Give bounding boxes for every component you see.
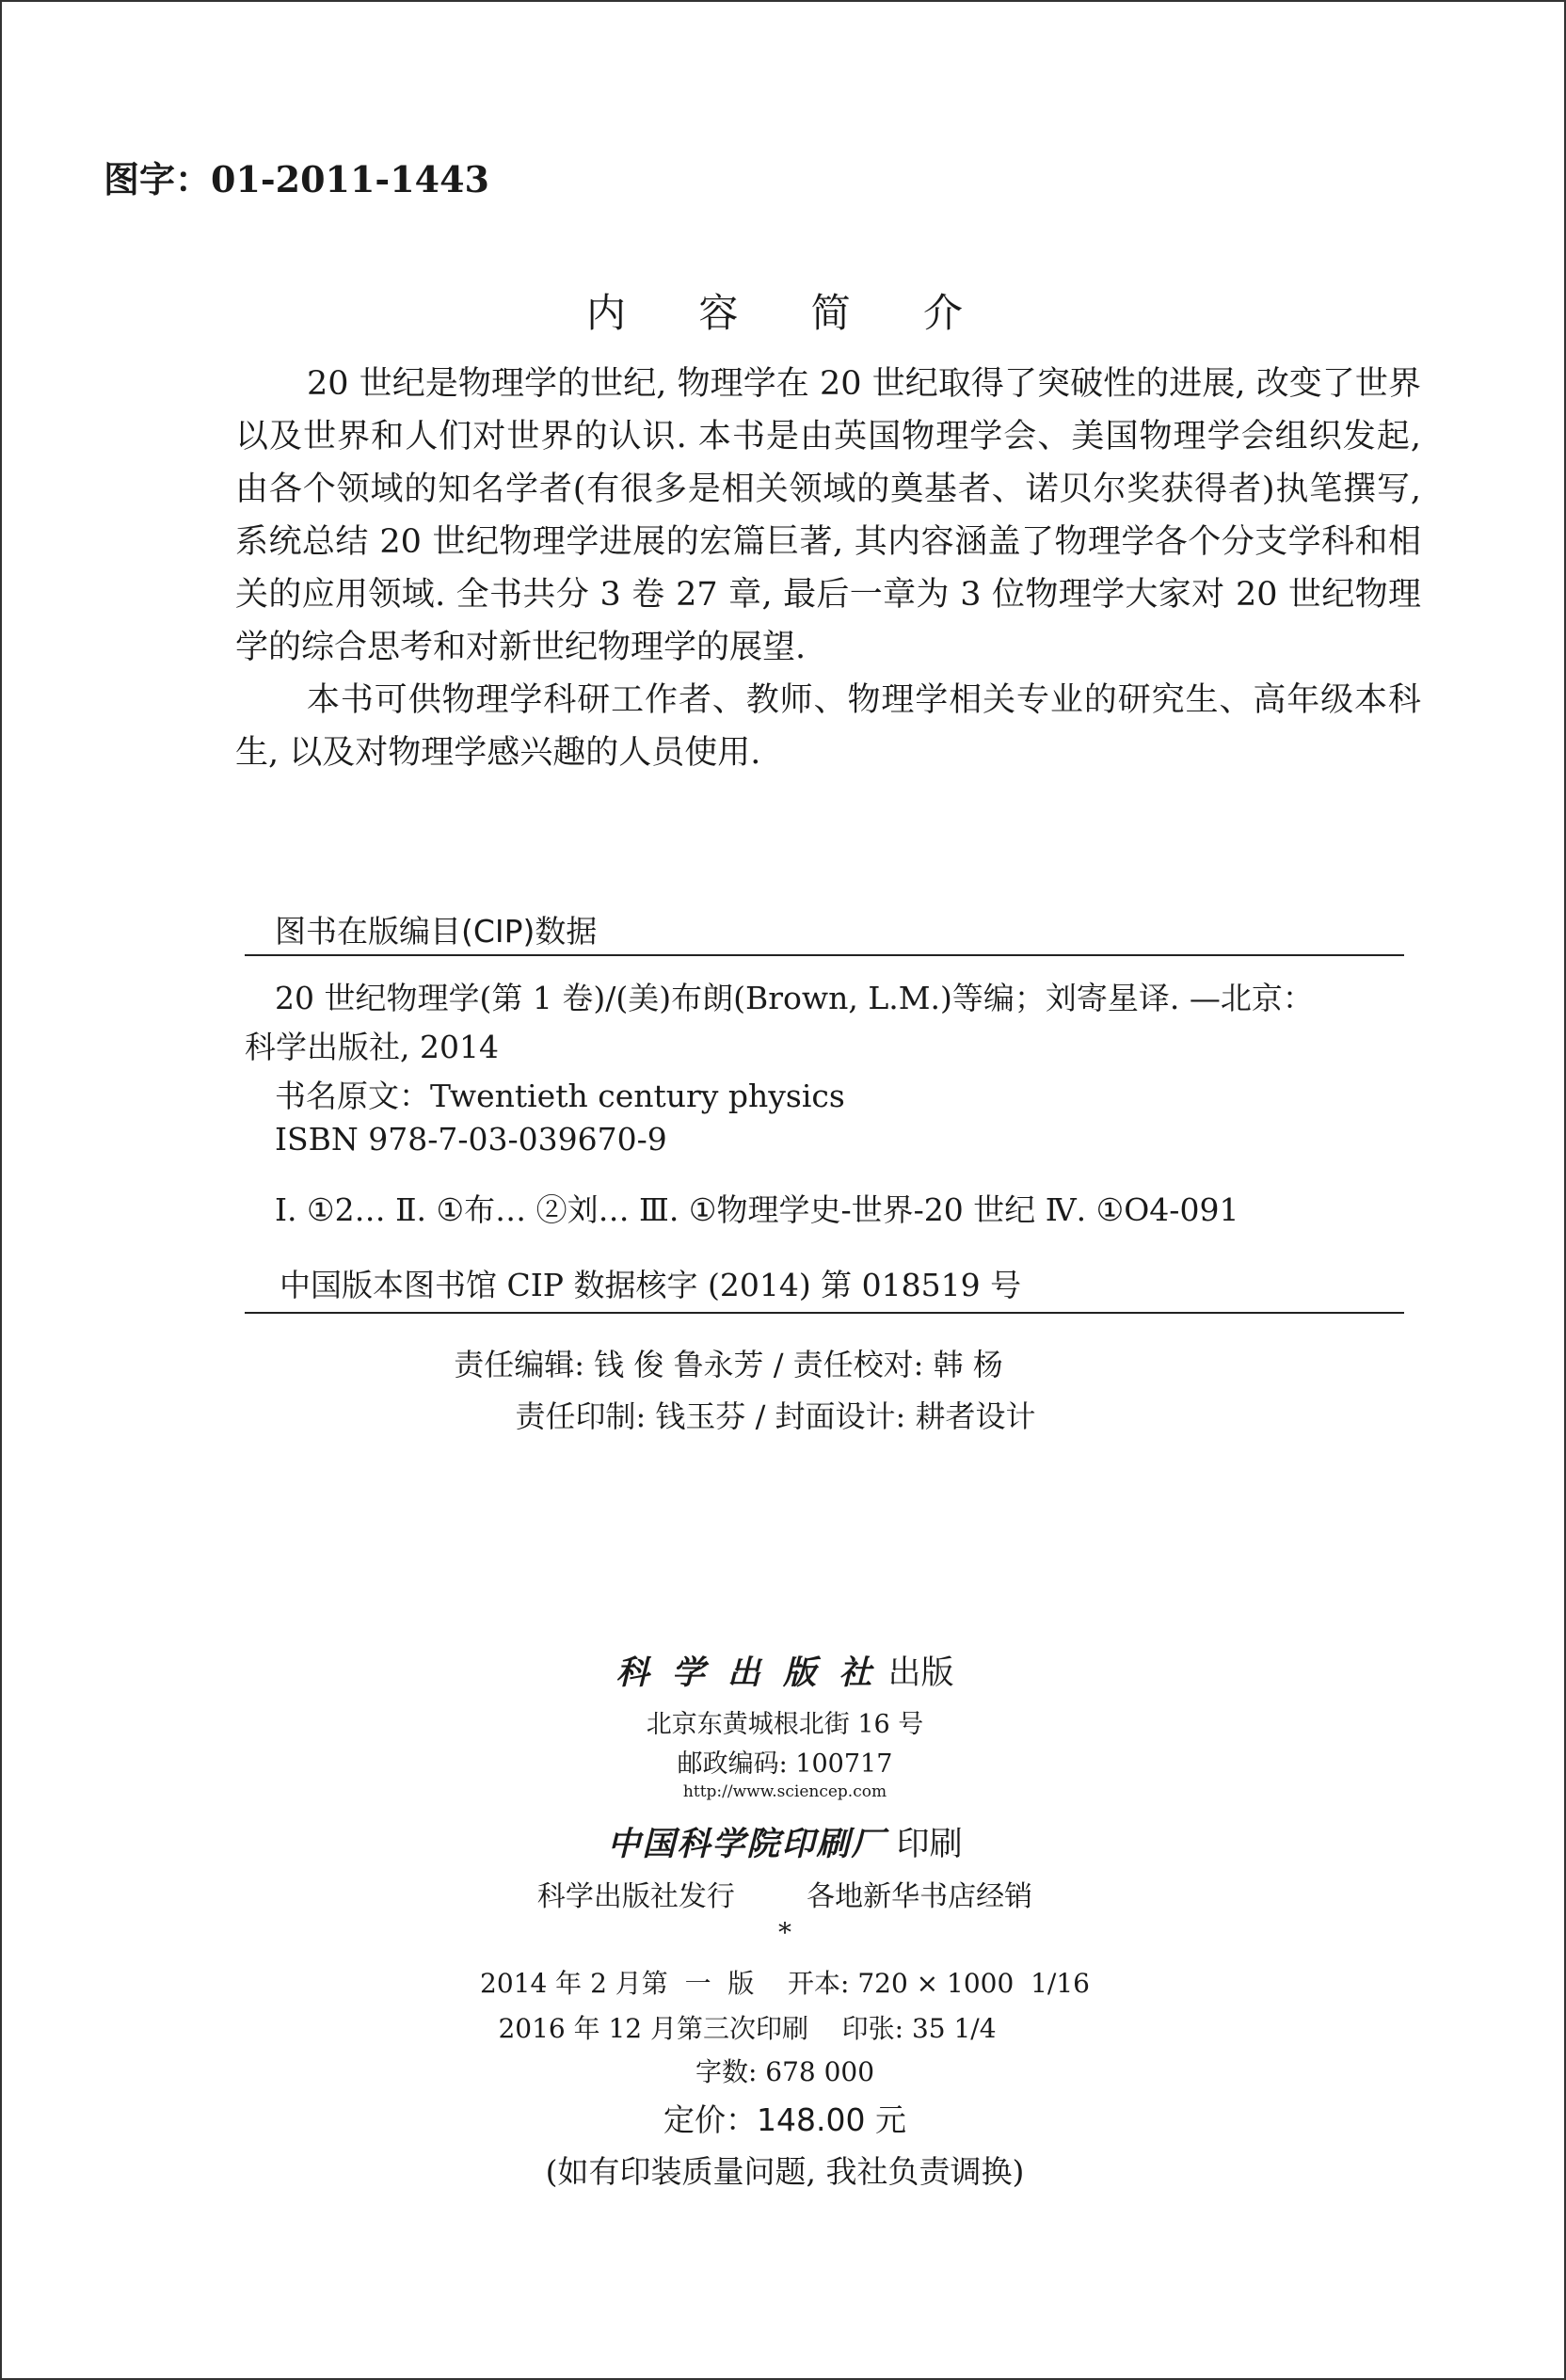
distribution-line: 科学出版社发行 各地新华书店经销: [536, 1880, 1033, 1913]
publisher-suffix: 出版: [887, 1654, 954, 1692]
printer-suffix: 印刷: [896, 1826, 963, 1863]
cip-line-publisher: 科学出版社, 2014: [245, 1029, 499, 1065]
summary-heading: 内 容 简 介: [585, 290, 984, 336]
copyright-label: 图字：: [104, 158, 212, 200]
summary-paragraph: 本书可供物理学科研工作者、教师、物理学相关专业的研究生、高年级本科生, 以及对物理学感兴趣的人员使用.: [235, 681, 1421, 772]
printer-logo-text: 中国科学院印刷厂: [607, 1825, 887, 1863]
cip-line-isbn: ISBN 978-7-03-039670-9: [275, 1121, 667, 1158]
edition-line: 2014 年 2 月第 一 版 开本: 720 × 1000 1/16: [480, 1968, 1090, 1999]
publisher-postcode: 邮政编码: 100717: [677, 1749, 893, 1779]
cip-line-original-title: 书名原文：Twentieth century physics: [275, 1078, 845, 1114]
publisher-address: 北京东黄城根北街 16 号: [646, 1710, 924, 1739]
price-line: 定价：148.00 元: [663, 2101, 906, 2138]
printer-line: [2, 1818, 1566, 1865]
cip-line-record: 中国版本图书馆 CIP 数据核字 (2014) 第 018519 号: [280, 1267, 1022, 1303]
publisher-line: [2, 1647, 1566, 1694]
cip-bottom-rule: [245, 1312, 1404, 1314]
summary-paragraph: 20 世纪是物理学的世纪, 物理学在 20 世纪取得了突破性的进展, 改变了世界以及世界和人们对世界的认识. 本书是由英国物理学会、美国物理学会组织发起, 由各个领域的知名学者(有很多是相关领域的奠基者、诺贝尔奖获得者)执笔撰写, 系统总结 20 世纪物理学进展的宏篇巨著, 其内容涵盖了物理学各个分支学科和相关的应用领域. 全书共分 3 卷 27 章, 最后一章为 3 位物理学大家对 20 世纪物理学的综合思考和对新世纪物理学的展望.: [235, 365, 1421, 666]
word-count-line: 字数: 678 000: [695, 2056, 875, 2087]
staff-line-production: 责任印制: 钱玉芬 / 封面设计: 耕者设计: [515, 1398, 1036, 1434]
publisher-website: http://www.sciencep.com: [682, 1782, 887, 1801]
cip-line-title: 20 世纪物理学(第 1 卷)/(美)布朗(Brown, L.M.)等编；刘寄星译. —北京：: [275, 980, 1314, 1016]
cip-line-classification: Ⅰ. ①2… Ⅱ. ①布… ②刘… Ⅲ. ①物理学史-世界-20 世纪 Ⅳ. ①O4-091: [275, 1191, 1239, 1228]
cip-top-rule: [245, 954, 1404, 956]
printing-line: 2016 年 12 月第三次印刷 印张: 35 1/4: [498, 2013, 997, 2044]
copyright-number: 01-2011-1443: [211, 158, 489, 200]
colophon-separator: *: [778, 1917, 791, 1948]
staff-line-editors: 责任编辑: 钱 俊 鲁永芳 / 责任校对: 韩 杨: [454, 1347, 1003, 1382]
publisher-logo-text: 科 学 出 版 社: [615, 1653, 878, 1692]
summary-body: [235, 358, 1421, 779]
quality-notice: (如有印装质量问题, 我社负责调换): [545, 2153, 1025, 2190]
copyright-registration: [104, 151, 489, 202]
cip-heading: 图书在版编目(CIP)数据: [275, 913, 598, 950]
